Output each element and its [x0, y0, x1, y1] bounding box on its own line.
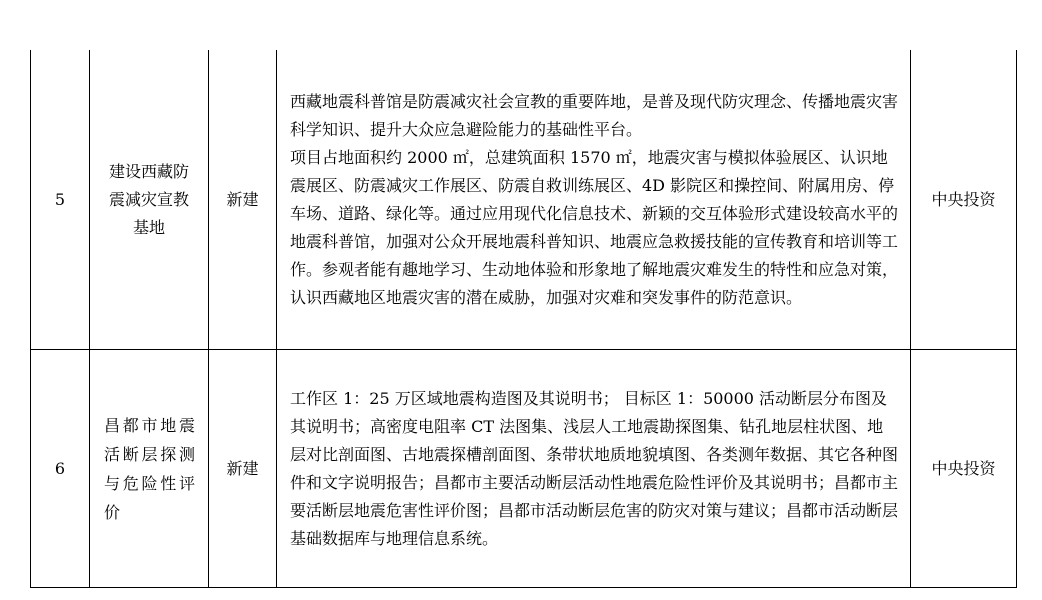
project-name: 昌都市地震活断层探测与危险性评价 [104, 415, 196, 522]
funding-source-cell [911, 50, 1017, 350]
project-content-cell [277, 350, 911, 588]
project-type-cell [209, 350, 277, 588]
content-paragraph: 西藏地震科普馆是防震减灾社会宣教的重要阵地，是普及现代防灾理念、传播地震灾害科学知识、提升大众应急避险能力的基础性平台。 [290, 91, 899, 139]
content-paragraph: 工作区 1：25 万区域地震构造图及其说明书； 目标区 1：50000 活动断层分布图及其说明书；高密度电阻率 CT 法图集、浅层人工地震勘探图集、钻孔地层柱状图、地层对比剖面图、古地震探槽剖面图、条带状地质地貌填图、各类测年数据、其它各种图件和文字说明报告；昌都市主要活动断层活动性地震危险性评价及其说明书；昌都市主要活断层地震危害性评价图；昌都市活动断层危害的防灾对策与建议；昌都市活动断层基础数据库与地理信息系统。 [290, 388, 899, 548]
project-content [277, 88, 910, 312]
funding-source: 中央投资 [931, 458, 996, 478]
row-number: 5 [54, 189, 66, 209]
project-name: 建设西藏防震减灾宣教基地 [109, 161, 190, 237]
project-type: 新建 [226, 189, 259, 209]
row-number-cell [31, 50, 90, 350]
row-number: 6 [54, 458, 66, 478]
table-row [31, 350, 1017, 588]
project-content-cell [277, 50, 911, 350]
project-type: 新建 [226, 458, 259, 478]
project-name-cell [90, 350, 209, 588]
project-content [277, 385, 910, 553]
content-paragraph: 项目占地面积约 2000 ㎡，总建筑面积 1570 ㎡，地震灾害与模拟体验展区、认识地震展区、防震减灾工作展区、防震自救训练展区、4D 影院区和操控间、附属用房、停车场、道路、绿化等。通过应用现代化信息技术、新颖的交互体验形式建设较高水平的地震科普馆，加强对公众开展地震科普知识、地震应急救援技能的宣传教育和培训等工作。参观者能有趣地学习、生动地体验和形象地了解地震灾难发生的特性和应急对策，认识西藏地区地震灾害的潜在威胁，加强对灾难和突发事件的防范意识。 [290, 147, 899, 307]
funding-source: 中央投资 [931, 189, 996, 209]
row-number-cell [31, 350, 90, 588]
funding-source-cell [911, 350, 1017, 588]
project-table [30, 50, 1017, 588]
project-type-cell [209, 50, 277, 350]
project-name-cell [90, 50, 209, 350]
table-row [31, 50, 1017, 350]
